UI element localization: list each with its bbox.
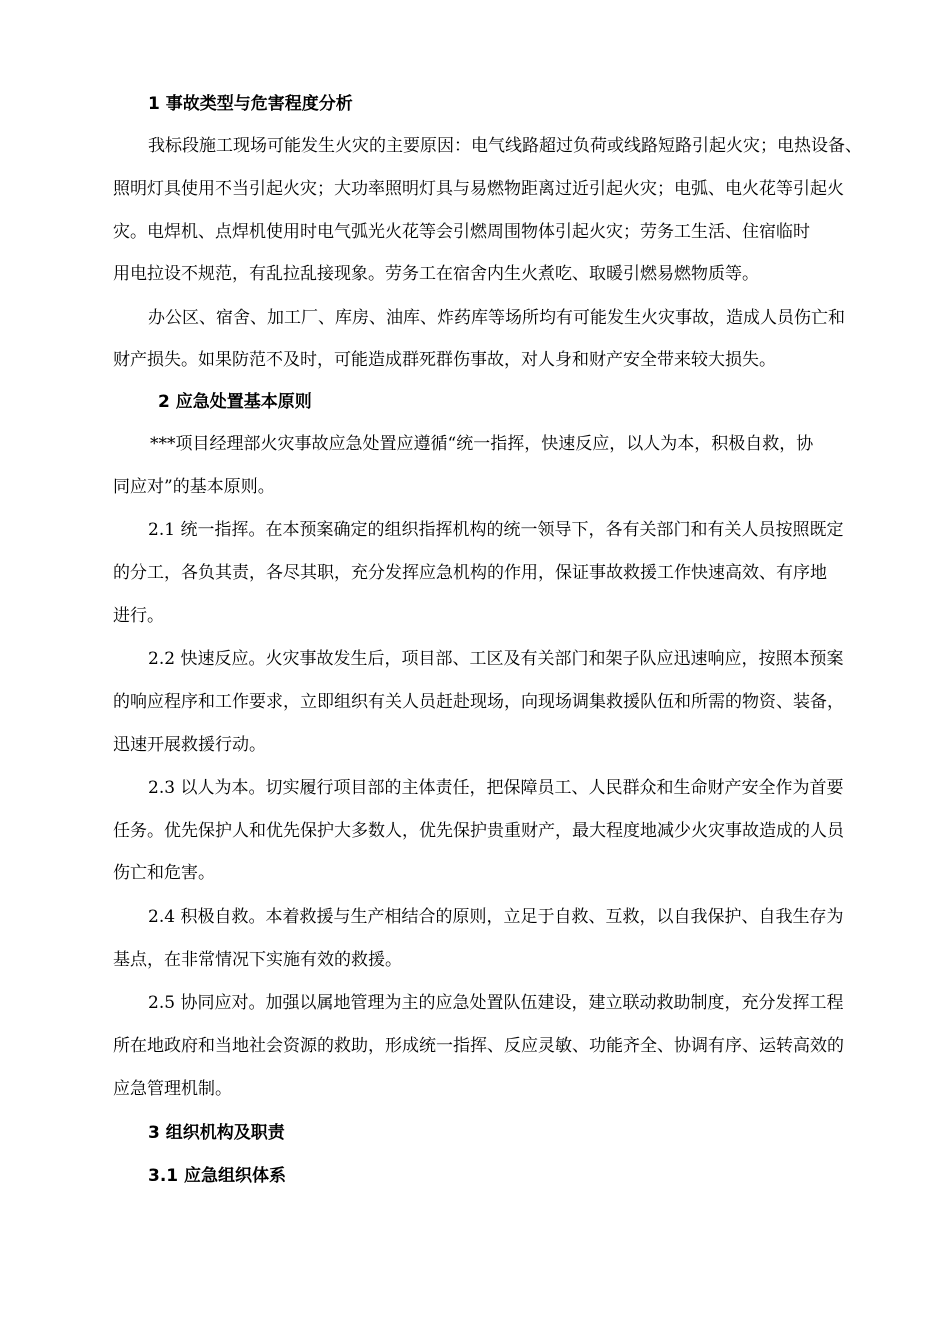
paragraph-line: 财产损失。如果防范不及时，可能造成群死群伤事故，对人身和财产安全带来较大损失。	[113, 350, 776, 370]
paragraph-line: 2.2 快速反应。火灾事故发生后，项目部、工区及有关部门和架子队应迅速响应，按照本预案	[148, 649, 844, 669]
paragraph-line: 所在地政府和当地社会资源的救助，形成统一指挥、反应灵敏、功能齐全、协调有序、运转高效的	[113, 1036, 844, 1056]
paragraph-line: 2.3 以人为本。切实履行项目部的主体责任，把保障员工、人民群众和生命财产安全作为首要	[148, 778, 844, 798]
paragraph-line: 的分工，各负其责，各尽其职，充分发挥应急机构的作用，保证事故救援工作快速高效、有序地	[113, 563, 827, 583]
section-1-heading: 1 事故类型与危害程度分析	[148, 94, 353, 114]
paragraph-line: 任务。优先保护人和优先保护大多数人，优先保护贵重财产，最大程度地减少火灾事故造成的人员	[113, 821, 844, 841]
section-2-heading: 2 应急处置基本原则	[158, 392, 312, 412]
paragraph-line: 灾。电焊机、点焊机使用时电气弧光火花等会引燃周围物体引起火灾；劳务工生活、住宿临时	[113, 222, 810, 242]
paragraph-line: 的响应程序和工作要求，立即组织有关人员赶赴现场，向现场调集救援队伍和所需的物资、装备，	[113, 692, 844, 712]
paragraph-line: 伤亡和危害。	[113, 863, 215, 883]
paragraph-line: ***项目经理部火灾事故应急处置应遵循“统一指挥，快速反应，以人为本，积极自救，协	[150, 434, 814, 454]
paragraph-line: 2.5 协同应对。加强以属地管理为主的应急处置队伍建设，建立联动救助制度，充分发挥工程	[148, 993, 844, 1013]
paragraph-line: 2.4 积极自救。本着救援与生产相结合的原则，立足于自救、互救，以自我保护、自我生存为	[148, 907, 844, 927]
paragraph-line: 迅速开展救援行动。	[113, 735, 266, 755]
paragraph-line: 基点，在非常情况下实施有效的救援。	[113, 950, 402, 970]
paragraph-line: 应急管理机制。	[113, 1079, 232, 1099]
paragraph-line: 用电拉设不规范，有乱拉乱接现象。劳务工在宿舍内生火煮吃、取暖引燃易燃物质等。	[113, 264, 759, 284]
paragraph-line: 进行。	[113, 606, 164, 626]
paragraph-line: 2.1 统一指挥。在本预案确定的组织指挥机构的统一领导下，各有关部门和有关人员按照既定	[148, 520, 844, 540]
paragraph-line: 同应对”的基本原则。	[113, 477, 275, 497]
paragraph-line: 照明灯具使用不当引起火灾；大功率照明灯具与易燃物距离过近引起火灾；电弧、电火花等引起火	[113, 179, 844, 199]
section-3-heading: 3 组织机构及职责	[148, 1123, 285, 1143]
paragraph-line: 办公区、宿舍、加工厂、库房、油库、炸药库等场所均有可能发生火灾事故，造成人员伤亡和	[148, 308, 845, 328]
section-3-1-heading: 3.1 应急组织体系	[148, 1166, 287, 1186]
paragraph-line: 我标段施工现场可能发生火灾的主要原因：电气线路超过负荷或线路短路引起火灾；电热设备、	[148, 136, 862, 156]
